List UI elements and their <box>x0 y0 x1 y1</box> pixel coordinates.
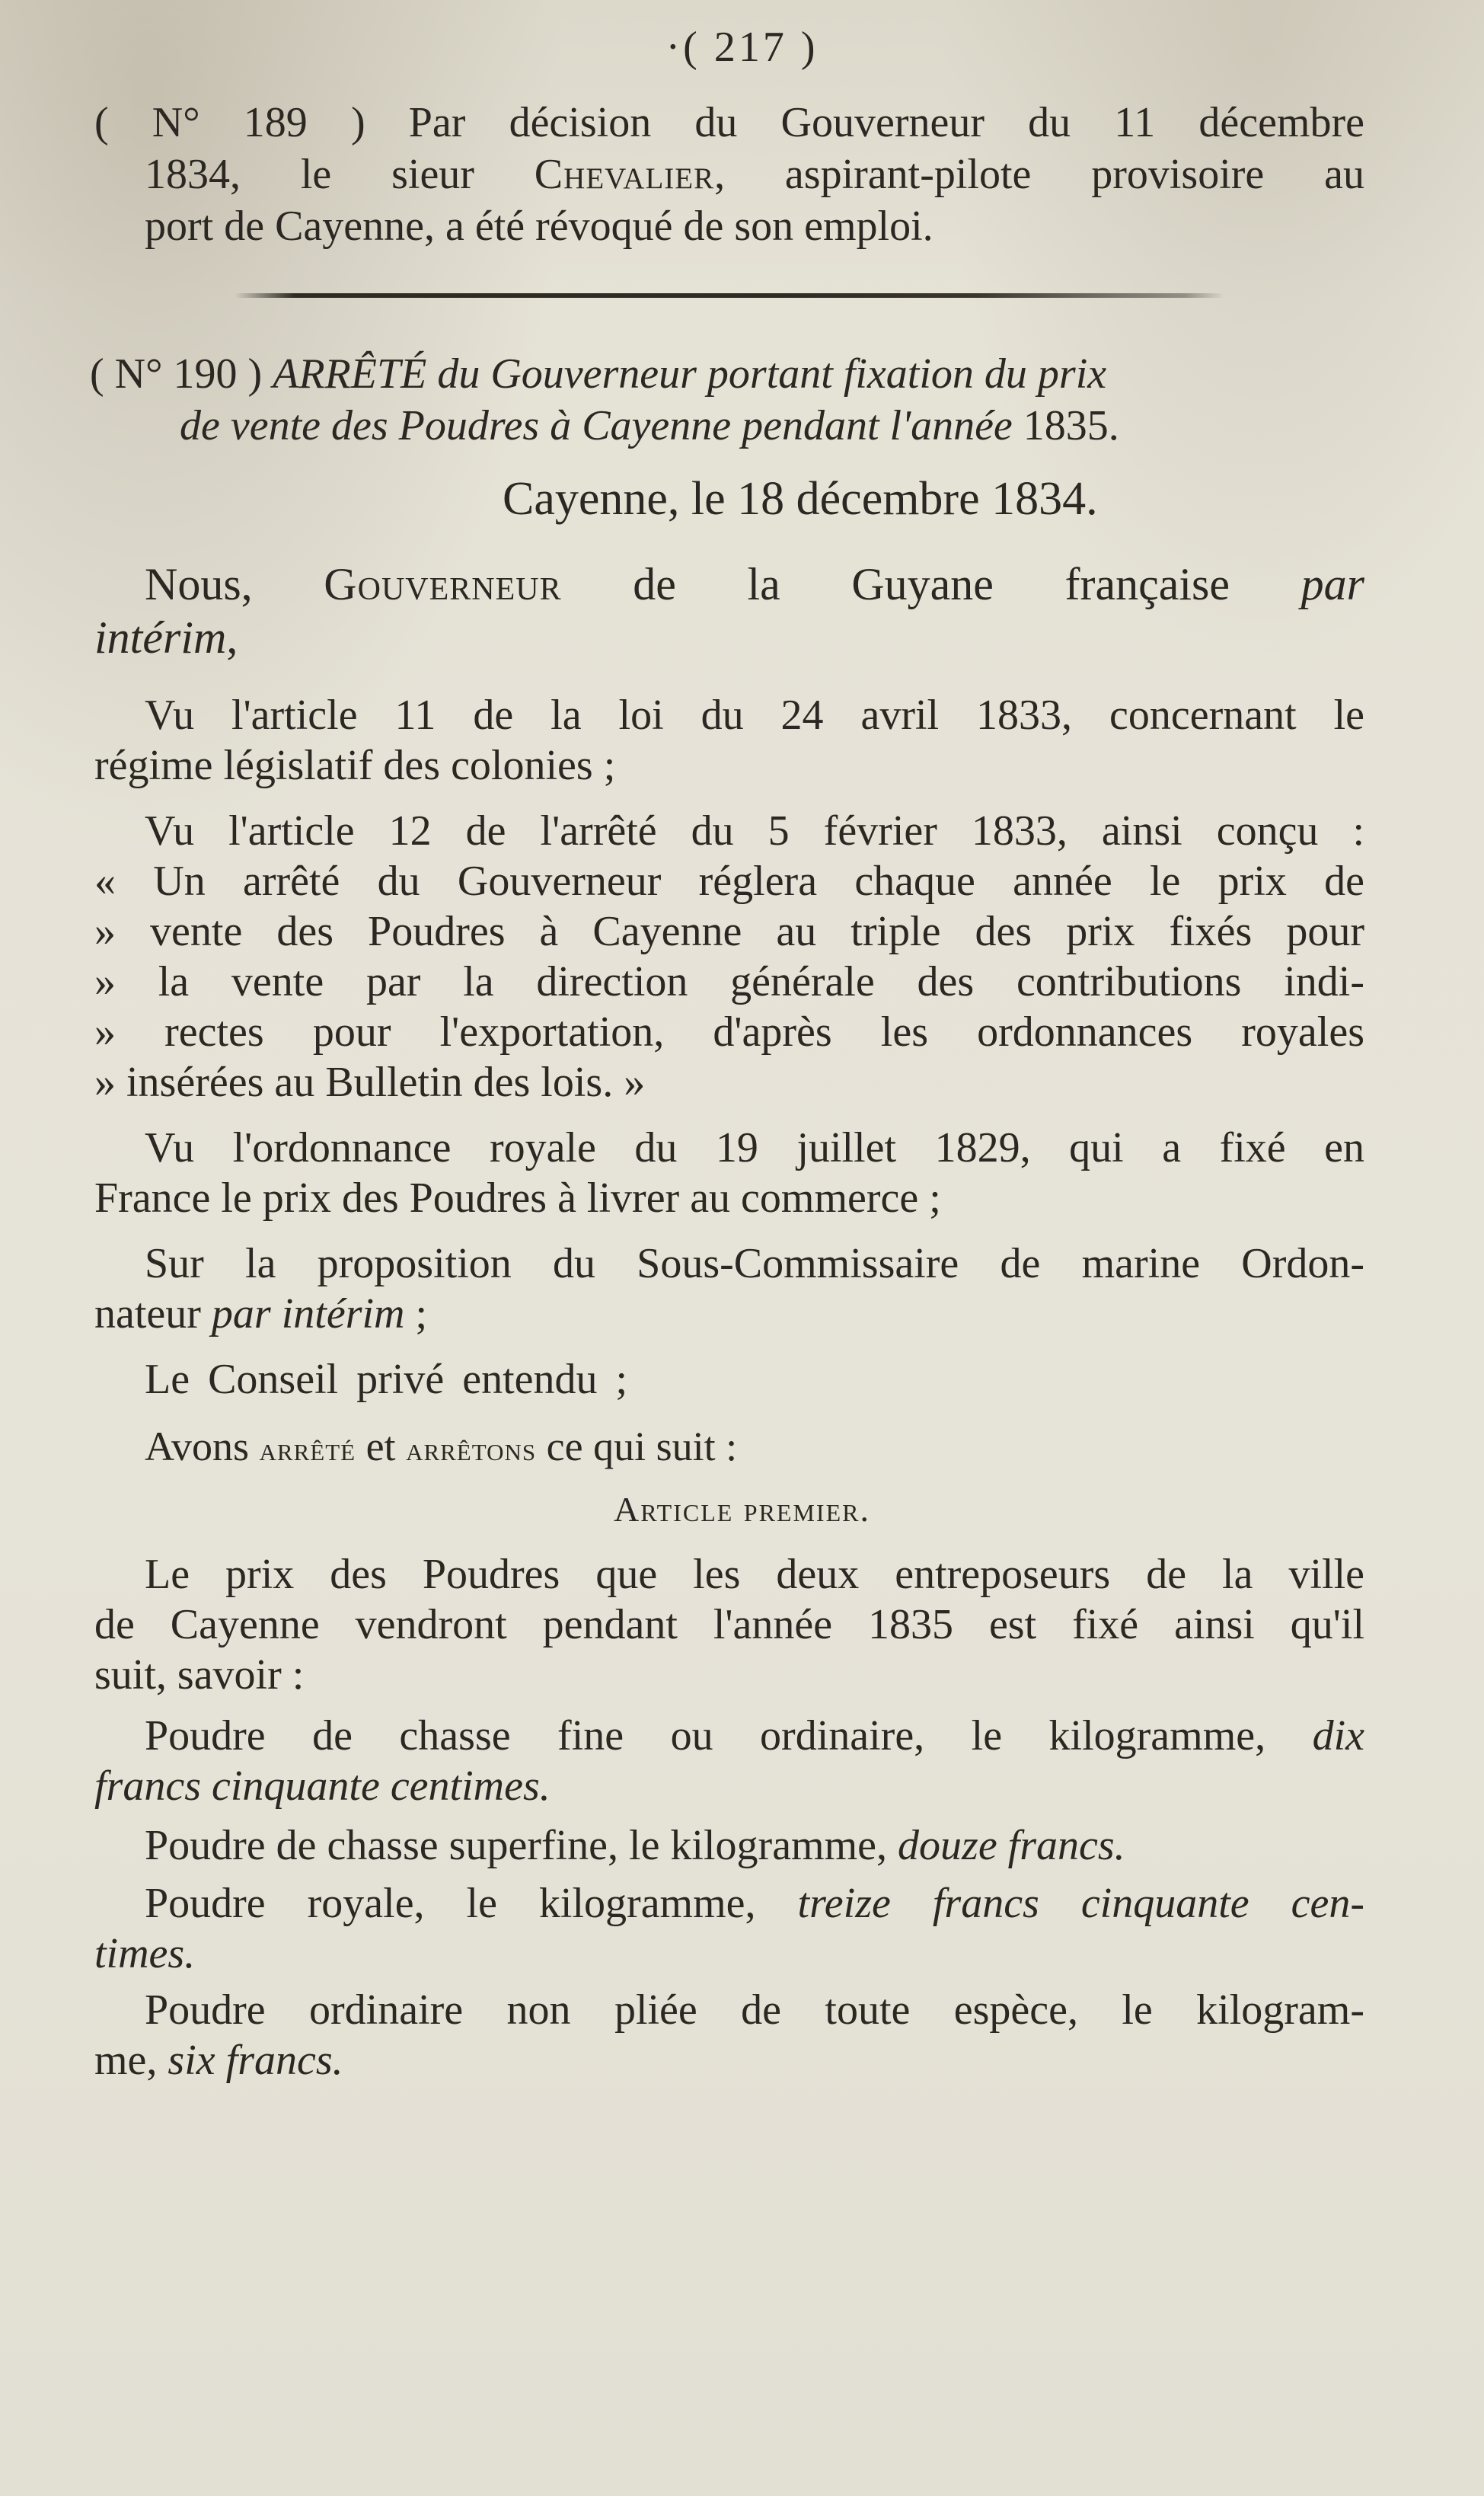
price-italic: six francs. <box>168 2037 343 2084</box>
notice-189-line-3: port de Cayenne, a été révoqué de son emploi. <box>145 203 933 250</box>
prix-line-2: de Cayenne vendront pendant l'année 1835 est fixé ainsi qu'il <box>94 1601 1364 1648</box>
article-heading: Article premier. <box>614 1490 870 1529</box>
avons-text: et <box>356 1424 407 1469</box>
interim-line <box>94 612 238 663</box>
vu-article-12-line-1: Vu l'article 12 de l'arrêté du 5 février 1833, ainsi conçu : <box>145 807 1364 855</box>
proposition-line-2 <box>94 1289 427 1339</box>
poudre-fine-line-2: francs cinquante centimes. <box>94 1763 551 1810</box>
poudre-ordinaire-line-2 <box>94 2035 343 2085</box>
nous-text: Nous, <box>145 559 324 609</box>
price-italic: treize francs cinquante cen- <box>797 1880 1364 1927</box>
notice-190-title-line-1 <box>90 349 1106 399</box>
vu-ordonnance-line-2: France le prix des Poudres à livrer au commerce ; <box>94 1174 941 1222</box>
person-name: Chevalier <box>534 151 715 198</box>
gouverneur-title: Gouverneur <box>324 559 562 609</box>
poudre-superfine-line <box>145 1820 1125 1871</box>
arrete-word: arrêté <box>259 1430 356 1468</box>
notice-title: ARRÊTÉ du Gouverneur portant fixation du prix <box>273 350 1107 398</box>
vu-article-11-line-2: régime législatif des colonies ; <box>94 742 616 789</box>
quote-line-5: » insérées au Bulletin des lois. » <box>94 1059 646 1106</box>
proposition-text: ; <box>404 1290 428 1337</box>
poudre-royale-text: Poudre royale, le kilogramme, <box>145 1880 798 1927</box>
nous-text: de la Guyane française <box>561 559 1301 609</box>
par-italic: par <box>1300 559 1364 609</box>
prix-line-3: suit, savoir : <box>94 1651 305 1699</box>
poudre-royale-line-2: times. <box>94 1930 196 1977</box>
poudre-fine-line-1 <box>145 1711 1364 1761</box>
quote-line-3: » la vente par la direction générale des contributions indi- <box>94 958 1364 1005</box>
vu-article-11-line-1: Vu l'article 11 de la loi du 24 avril 1833, concernant le <box>145 692 1364 739</box>
proposition-line-1: Sur la proposition du Sous-Commissaire de marine Ordon- <box>145 1240 1364 1287</box>
poudre-ordinaire-text: me, <box>94 2037 168 2084</box>
page-number: ·( 217 ) <box>665 24 819 71</box>
notice-190-title-line-2 <box>180 401 1119 451</box>
notice-title: de vente des Poudres à Cayenne pendant l'année <box>180 402 1023 449</box>
price-italic: dix <box>1312 1712 1364 1759</box>
avons-line <box>145 1421 737 1475</box>
comma: , <box>226 612 238 663</box>
quote-line-4: » rectes pour l'exportation, d'après les ordonnances royales <box>94 1008 1364 1056</box>
separator-rule <box>235 293 1224 298</box>
par-interim-italic: par intérim <box>211 1290 405 1337</box>
notice-189-line-2 <box>145 149 1364 200</box>
proposition-text: nateur <box>94 1290 212 1337</box>
poudre-fine-text: Poudre de chasse fine ou ordinaire, le kilogramme, <box>145 1712 1313 1759</box>
vu-ordonnance-line-1: Vu l'ordonnance royale du 19 juillet 1829, qui a fixé en <box>145 1124 1364 1171</box>
arretons-word: arrêtons <box>406 1430 537 1468</box>
prix-line-1: Le prix des Poudres que les deux entreposeurs de la ville <box>145 1551 1364 1598</box>
poudre-ordinaire-line-1: Poudre ordinaire non pliée de toute espèce, le kilogram- <box>145 1986 1364 2034</box>
avons-text: Avons <box>145 1424 260 1469</box>
nous-line <box>145 559 1364 609</box>
poudre-superfine-text: Poudre de chasse superfine, le kilogramme, <box>145 1822 898 1869</box>
poudre-royale-line-1 <box>145 1878 1364 1929</box>
interim-italic: intérim <box>94 612 227 663</box>
notice-number: ( N° 190 ) <box>90 350 273 398</box>
notice-189-text: , aspirant-pilote provisoire au <box>714 151 1364 198</box>
price-italic: douze francs. <box>898 1822 1125 1869</box>
notice-year: 1835. <box>1023 402 1119 449</box>
notice-189-text: 1834, le sieur <box>145 151 535 198</box>
place-date: Cayenne, le 18 décembre 1834. <box>503 473 1098 525</box>
quote-line-1: « Un arrêté du Gouverneur réglera chaque année le prix de <box>94 858 1364 905</box>
quote-line-2: » vente des Poudres à Cayenne au triple des prix fixés pour <box>94 908 1364 955</box>
notice-189-line-1: ( N° 189 ) Par décision du Gouverneur du 11 décembre <box>94 99 1364 146</box>
avons-text: ce qui suit : <box>536 1424 738 1469</box>
conseil-line: Le Conseil privé entendu ; <box>145 1356 628 1403</box>
